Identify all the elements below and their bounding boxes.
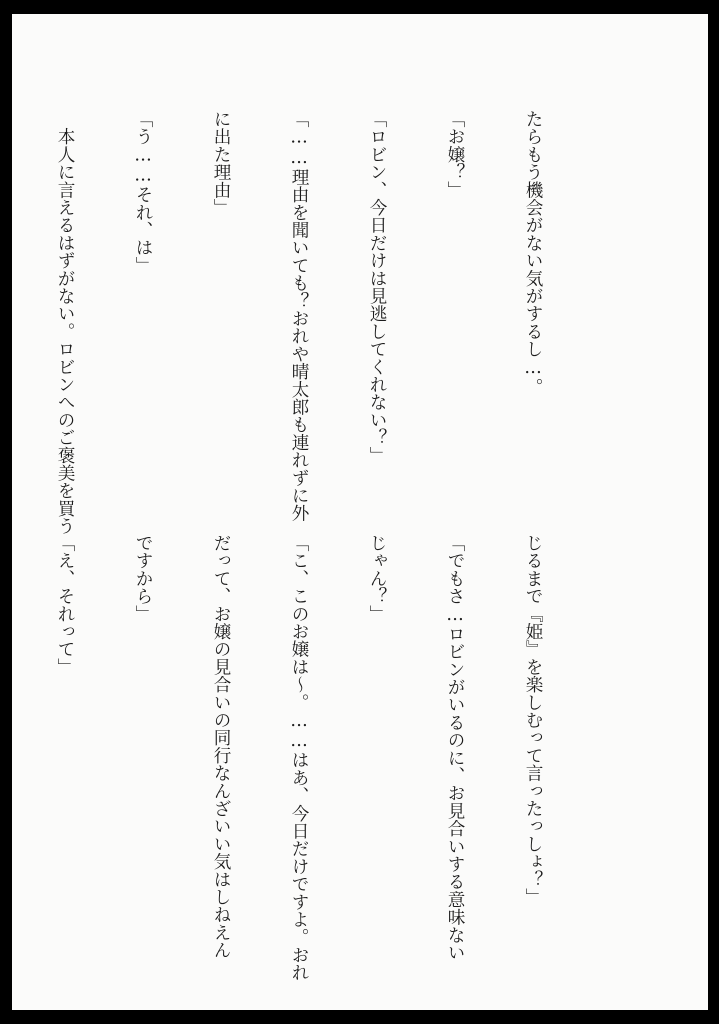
text-block-upper <box>38 110 598 540</box>
text-line: 本人に言えるはずがない。ロビンへのご褒美を買う <box>55 110 75 535</box>
text-line: 「う……それ、は」 <box>133 110 153 275</box>
text-line: 「こ、このお嬢は〜。……はあ、今日だけですよ。おれ <box>289 534 309 982</box>
text-line: たらもう機会がない気がするし…。 <box>523 110 543 396</box>
text-block-lower <box>38 534 598 982</box>
text-line: 「でもさ…ロビンがいるのに、お見合いする意味ない <box>445 534 465 962</box>
text-line: 「ロビン、今日だけは見逃してくれない？」 <box>367 110 387 464</box>
text-line: 「お嬢？」 <box>445 110 465 199</box>
text-line: じるまで『姫』を楽しむって言ったっしょ？」 <box>523 534 543 906</box>
text-line: だって、お嬢の見合いの同行なんざいい気はしねえん <box>211 534 231 959</box>
document-page <box>12 14 708 1010</box>
text-line: じゃん？」 <box>367 534 387 623</box>
text-line: 「……理由を聞いても？おれや晴太郎も連れずに外 <box>289 110 309 522</box>
text-line: に出た理由」 <box>211 110 231 217</box>
text-line: ですから」 <box>133 534 153 623</box>
text-line: 「え、それって」 <box>55 534 75 676</box>
